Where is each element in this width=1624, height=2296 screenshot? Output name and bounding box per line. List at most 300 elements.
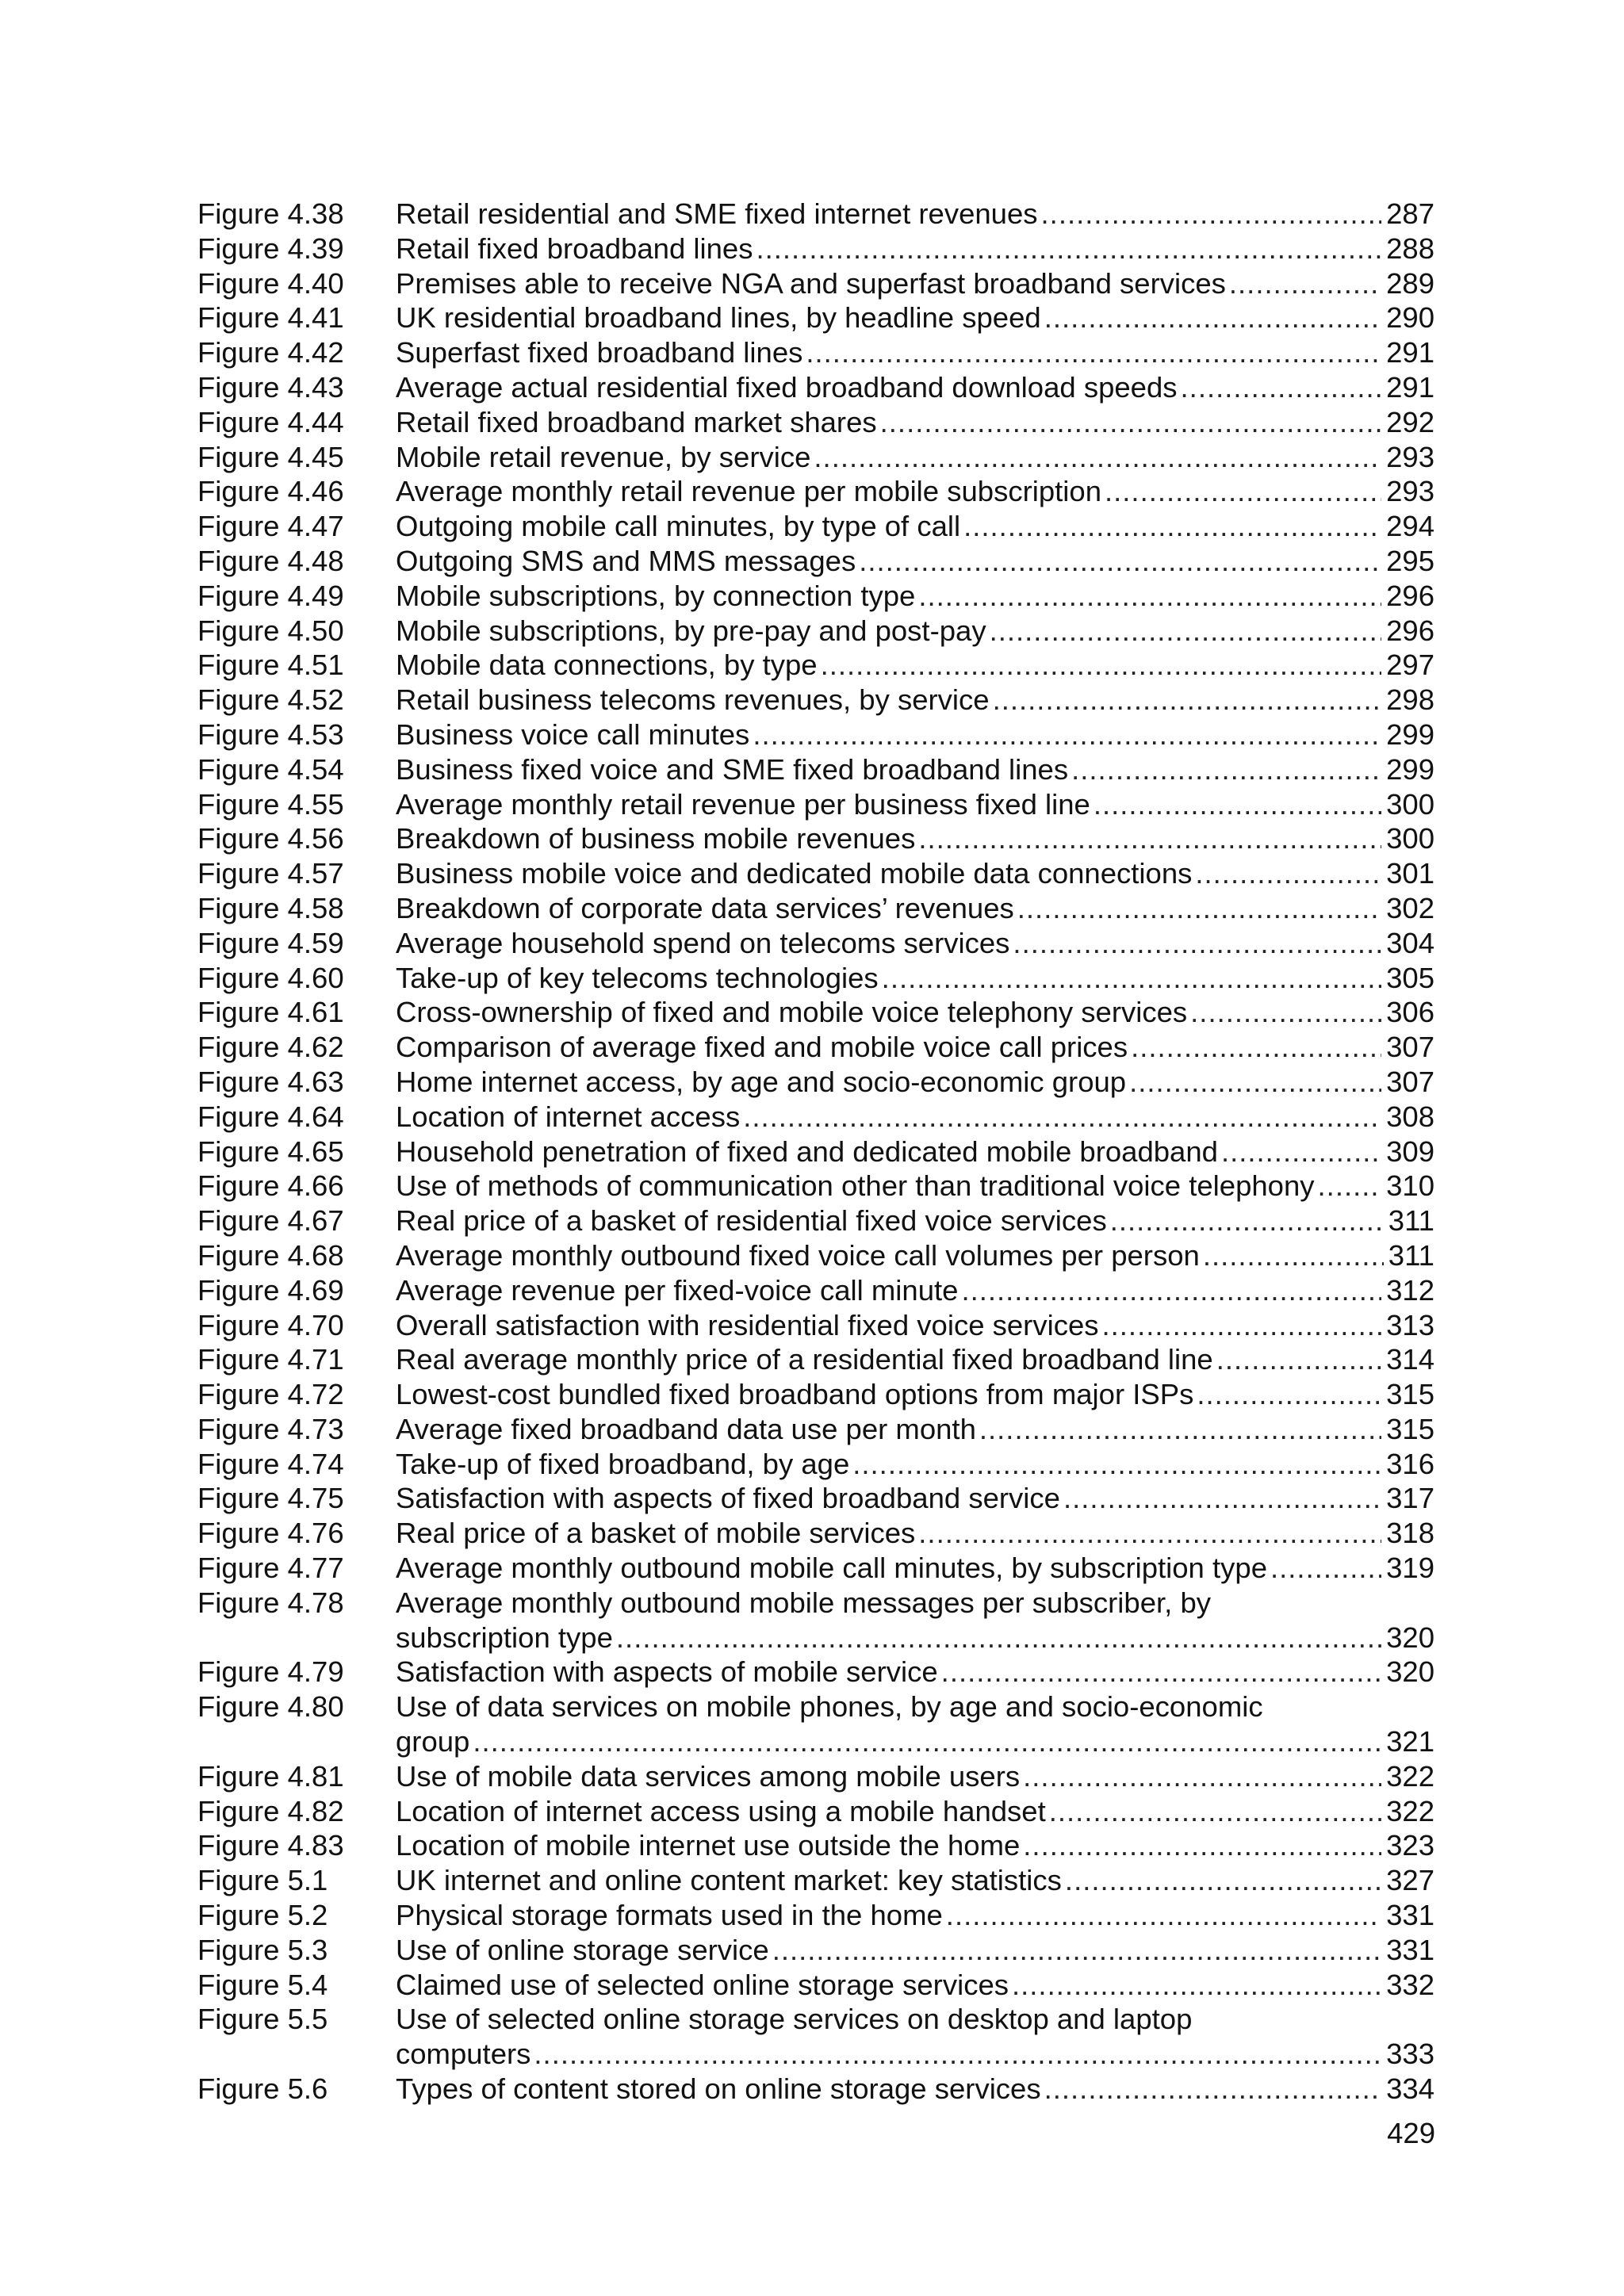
figure-label: Figure 4.62 [197, 1031, 344, 1064]
toc-entry[interactable] [197, 2072, 1434, 2107]
figure-title: Average monthly retail revenue per business fixed line [396, 787, 1090, 821]
entry-body [396, 197, 1434, 232]
figure-title: Business fixed voice and SME fixed broadband lines [396, 752, 1069, 786]
figure-label: Figure 4.41 [197, 301, 344, 335]
page-reference: 314 [1386, 1343, 1434, 1376]
toc-entry[interactable] [197, 752, 1434, 787]
page-reference: 304 [1386, 926, 1434, 959]
toc-entry[interactable] [197, 1516, 1434, 1551]
figure-title: Mobile subscriptions, by connection type [396, 579, 916, 612]
figure-label: Figure 4.63 [197, 1065, 344, 1098]
dot-leader [1065, 1863, 1381, 1898]
figure-title: Outgoing SMS and MMS messages [396, 544, 856, 577]
dot-leader [821, 648, 1381, 683]
figure-label: Figure 4.59 [197, 926, 344, 959]
toc-entry[interactable] [197, 821, 1434, 856]
figure-label: Figure 4.55 [197, 787, 344, 821]
figure-title: Mobile subscriptions, by pre-pay and post-pay [396, 614, 986, 647]
figure-label: Figure 4.39 [197, 232, 344, 265]
page-reference: 311 [1388, 1204, 1434, 1238]
dot-leader [1071, 752, 1381, 787]
toc-entry[interactable] [197, 266, 1434, 301]
toc-entry[interactable] [197, 961, 1434, 996]
figure-label: Figure 4.48 [197, 544, 344, 577]
figure-title: Real price of a basket of mobile services [396, 1517, 916, 1550]
toc-entry[interactable] [197, 1065, 1434, 1100]
figure-label: Figure 4.72 [197, 1378, 344, 1411]
figure-label: Figure 4.76 [197, 1517, 344, 1550]
toc-entry[interactable] [197, 1968, 1434, 2003]
toc-entry[interactable] [197, 1377, 1434, 1412]
page-reference: 305 [1386, 961, 1434, 994]
figure-title: Home internet access, by age and socio-economic group [396, 1065, 1127, 1098]
figure-title: Business voice call minutes [396, 718, 750, 751]
page-reference: 331 [1386, 1933, 1434, 1966]
dot-leader [1318, 1169, 1382, 1203]
figure-label: Figure 4.49 [197, 579, 344, 612]
toc-entry[interactable] [197, 648, 1434, 683]
entry-body [396, 1689, 1434, 1759]
figure-label: Figure 4.45 [197, 440, 344, 473]
figure-title-continuation: group [396, 1725, 470, 1758]
page-reference: 301 [1386, 857, 1434, 890]
dot-leader [1063, 1481, 1381, 1516]
figure-label: Figure 4.53 [197, 718, 344, 751]
page-reference: 307 [1386, 1031, 1434, 1064]
toc-entry[interactable] [197, 1586, 1434, 1655]
figure-label: Figure 4.81 [197, 1759, 344, 1793]
toc-entry[interactable] [197, 1100, 1434, 1135]
entry-body [396, 1655, 1434, 1689]
figure-title: UK residential broadband lines, by headline speed [396, 301, 1041, 335]
toc-entry[interactable] [197, 1689, 1434, 1759]
dot-leader [1195, 856, 1381, 891]
figure-label: Figure 4.69 [197, 1273, 344, 1307]
figure-title: Average actual residential fixed broadband download speeds [396, 370, 1178, 404]
dot-leader [1049, 1794, 1381, 1829]
figure-label: Figure 4.60 [197, 961, 344, 994]
dot-leader [859, 544, 1381, 579]
entry-body [396, 2002, 1434, 2072]
figure-label: Figure 5.5 [197, 2003, 328, 2036]
entry-body [396, 1968, 1434, 2003]
page-reference: 322 [1386, 1794, 1434, 1827]
toc-entry[interactable] [197, 856, 1434, 891]
figure-label: Figure 4.46 [197, 475, 344, 508]
toc-entry[interactable] [197, 1481, 1434, 1516]
entry-body [396, 891, 1434, 926]
dot-leader [1190, 995, 1381, 1030]
figure-label: Figure 4.50 [197, 614, 344, 647]
toc-entry[interactable] [197, 1412, 1434, 1447]
entry-body [396, 579, 1434, 614]
toc-entry[interactable] [197, 1238, 1434, 1273]
page-reference: 316 [1386, 1447, 1434, 1480]
dot-leader [880, 405, 1381, 440]
figure-title: Cross-ownership of fixed and mobile voice telephony services [396, 996, 1188, 1029]
dot-leader [1017, 891, 1381, 926]
figure-label: Figure 4.77 [197, 1552, 344, 1585]
toc-entry[interactable] [197, 1135, 1434, 1169]
toc-entry[interactable] [197, 1169, 1434, 1203]
figure-title: Average monthly outbound fixed voice call volumes per person [396, 1238, 1200, 1272]
page-reference: 296 [1386, 579, 1434, 612]
dot-leader [946, 1898, 1381, 1933]
figure-label: Figure 4.44 [197, 405, 344, 438]
entry-body [396, 1203, 1434, 1238]
toc-entry[interactable] [197, 891, 1434, 926]
figure-title: Average fixed broadband data use per month [396, 1412, 976, 1445]
page-reference: 318 [1386, 1517, 1434, 1550]
figure-label: Figure 4.40 [197, 266, 344, 300]
toc-entry[interactable] [197, 1863, 1434, 1898]
entry-body [396, 614, 1434, 649]
figure-label: Figure 4.64 [197, 1100, 344, 1133]
toc-entry[interactable] [197, 2002, 1434, 2072]
toc-entry[interactable] [197, 1828, 1434, 1863]
toc-entry[interactable] [197, 1030, 1434, 1065]
figure-title: Take-up of fixed broadband, by age [396, 1447, 850, 1480]
toc-entry[interactable] [197, 1342, 1434, 1377]
entry-body [396, 440, 1434, 475]
page-reference: 327 [1386, 1864, 1434, 1897]
figure-title: Physical storage formats used in the home [396, 1899, 943, 1932]
figure-label: Figure 4.70 [197, 1308, 344, 1341]
dot-leader [1131, 1030, 1381, 1065]
dot-leader [1129, 1065, 1381, 1100]
page-reference: 306 [1386, 996, 1434, 1029]
page-reference: 333 [1386, 2038, 1434, 2071]
figure-title: Breakdown of corporate data services’ revenues [396, 891, 1014, 924]
entry-body [396, 1447, 1434, 1482]
figure-label: Figure 4.54 [197, 752, 344, 786]
figure-title: Location of internet access [396, 1100, 741, 1133]
figure-label: Figure 4.82 [197, 1794, 344, 1827]
dot-leader [1094, 787, 1381, 822]
figure-title: Average monthly outbound mobile call minutes, by subscription type [396, 1552, 1267, 1585]
figure-title: Lowest-cost bundled fixed broadband options from major ISPs [396, 1378, 1194, 1411]
entry-body [396, 821, 1434, 856]
page-reference: 312 [1386, 1273, 1434, 1307]
figure-title: Retail fixed broadband lines [396, 232, 753, 265]
page-reference: 298 [1386, 683, 1434, 717]
dot-leader [1110, 1203, 1384, 1238]
toc-entry[interactable] [197, 1794, 1434, 1829]
figure-title: Use of selected online storage services on desktop and laptop [396, 2003, 1193, 2036]
figure-label: Figure 4.56 [197, 822, 344, 855]
toc-entry[interactable] [197, 614, 1434, 649]
dot-leader [1044, 300, 1381, 335]
entry-body [396, 1481, 1434, 1516]
entry-body [396, 1238, 1434, 1273]
page-reference: 296 [1386, 614, 1434, 647]
entry-body [396, 509, 1434, 544]
page-reference: 293 [1386, 440, 1434, 473]
entry-body [396, 926, 1434, 961]
entry-body [396, 1551, 1434, 1586]
entry-body [396, 232, 1434, 266]
figure-title: Premises able to receive NGA and superfast broadband services [396, 266, 1226, 300]
entry-body [396, 266, 1434, 301]
figure-title-continuation: subscription type [396, 1621, 613, 1654]
figure-title: Use of mobile data services among mobile users [396, 1759, 1021, 1793]
entry-body [396, 335, 1434, 370]
dot-leader [743, 1100, 1381, 1135]
page-reference: 334 [1386, 2072, 1434, 2106]
toc-entry[interactable] [197, 300, 1434, 335]
entry-body [396, 1030, 1434, 1065]
entry-body [396, 300, 1434, 335]
entry-body [396, 961, 1434, 996]
page-reference: 300 [1386, 787, 1434, 821]
figure-label: Figure 4.61 [197, 996, 344, 1029]
toc-entry[interactable] [197, 370, 1434, 405]
entry-body [396, 683, 1434, 718]
toc-entry[interactable] [197, 683, 1434, 718]
entry-body [396, 405, 1434, 440]
toc-entry[interactable] [197, 335, 1434, 370]
entry-body [396, 1169, 1434, 1203]
page-reference: 293 [1386, 475, 1434, 508]
toc-entry[interactable] [197, 1273, 1434, 1308]
toc-entry[interactable] [197, 1655, 1434, 1689]
toc-entry[interactable] [197, 1898, 1434, 1933]
entry-body [396, 1100, 1434, 1135]
page-reference: 317 [1386, 1482, 1434, 1515]
dot-leader [534, 2037, 1381, 2072]
toc-entry[interactable] [197, 1447, 1434, 1482]
dot-leader [918, 1516, 1381, 1551]
dot-leader [1203, 1238, 1384, 1273]
page-reference: 287 [1386, 197, 1434, 230]
entry-body [396, 1863, 1434, 1898]
dot-leader [1044, 2072, 1381, 2107]
figure-title: Real average monthly price of a residential fixed broadband line [396, 1343, 1213, 1376]
page-reference: 289 [1386, 266, 1434, 300]
figure-label: Figure 4.83 [197, 1829, 344, 1862]
page-reference: 322 [1386, 1759, 1434, 1793]
entry-body [396, 1342, 1434, 1377]
toc-entry[interactable] [197, 718, 1434, 752]
figure-label: Figure 4.71 [197, 1343, 344, 1376]
figure-label: Figure 4.51 [197, 649, 344, 682]
entry-body [396, 1759, 1434, 1794]
figure-label: Figure 4.42 [197, 336, 344, 369]
figure-label: Figure 5.2 [197, 1899, 328, 1932]
page-reference: 291 [1386, 336, 1434, 369]
figure-title: Use of data services on mobile phones, by age and socio-economic [396, 1690, 1263, 1724]
page-reference: 323 [1386, 1829, 1434, 1862]
toc-entry[interactable] [197, 544, 1434, 579]
figure-label: Figure 4.80 [197, 1690, 344, 1724]
figure-title: Household penetration of fixed and dedicated mobile broadband [396, 1135, 1218, 1168]
figure-label: Figure 4.66 [197, 1169, 344, 1203]
figure-label: Figure 4.73 [197, 1412, 344, 1445]
page-reference: 307 [1386, 1065, 1434, 1098]
dot-leader [1012, 1968, 1381, 2003]
figure-title: Average monthly outbound mobile messages per subscriber, by [396, 1586, 1211, 1619]
dot-leader [1270, 1551, 1381, 1586]
dot-leader [1229, 266, 1381, 301]
entry-body [396, 787, 1434, 822]
figure-title: Retail business telecoms revenues, by service [396, 683, 990, 717]
entry-body [396, 718, 1434, 752]
dot-leader [753, 718, 1381, 752]
entry-body [396, 370, 1434, 405]
figure-title: Overall satisfaction with residential fixed voice services [396, 1308, 1099, 1341]
page-reference: 321 [1386, 1725, 1434, 1758]
page-reference: 315 [1386, 1378, 1434, 1411]
entry-body [396, 648, 1434, 683]
figure-title: Retail fixed broadband market shares [396, 405, 877, 438]
dot-leader [1181, 370, 1382, 405]
dot-leader [1221, 1135, 1381, 1169]
entry-body [396, 474, 1434, 509]
figure-title: Mobile retail revenue, by service [396, 440, 811, 473]
page-reference: 310 [1386, 1169, 1434, 1203]
figure-title: Average monthly retail revenue per mobile subscription [396, 475, 1101, 508]
figure-title: Use of online storage service [396, 1933, 769, 1966]
figure-label: Figure 5.6 [197, 2072, 328, 2106]
figure-title: Business mobile voice and dedicated mobile data connections [396, 857, 1193, 890]
toc-entry[interactable] [197, 579, 1434, 614]
page-reference: 311 [1388, 1238, 1434, 1272]
entry-body [396, 1933, 1434, 1968]
dot-leader [1023, 1759, 1381, 1794]
toc-entry[interactable] [197, 787, 1434, 822]
toc-entry[interactable] [197, 1933, 1434, 1968]
entry-body [396, 1377, 1434, 1412]
entry-body [396, 1308, 1434, 1343]
toc-entry[interactable] [197, 474, 1434, 509]
figure-title: Outgoing mobile call minutes, by type of call [396, 510, 961, 543]
page-reference: 299 [1386, 718, 1434, 751]
entry-body [396, 1273, 1434, 1308]
page-reference: 297 [1386, 649, 1434, 682]
page-reference: 288 [1386, 232, 1434, 265]
figure-title: Types of content stored on online storage services [396, 2072, 1041, 2106]
figure-title: Claimed use of selected online storage services [396, 1968, 1009, 2001]
dot-leader [963, 509, 1381, 544]
toc-entry[interactable] [197, 1551, 1434, 1586]
dot-leader [1197, 1377, 1381, 1412]
page-reference: 292 [1386, 405, 1434, 438]
entry-body [396, 1412, 1434, 1447]
figure-title: Retail residential and SME fixed internet revenues [396, 197, 1038, 230]
page-reference: 313 [1386, 1308, 1434, 1341]
dot-leader [941, 1655, 1381, 1689]
entry-body [396, 1794, 1434, 1829]
page-reference: 315 [1386, 1412, 1434, 1445]
dot-leader [918, 821, 1381, 856]
figure-title: UK internet and online content market: key statistics [396, 1864, 1062, 1897]
dot-leader [806, 335, 1381, 370]
figure-title: Average household spend on telecoms services [396, 926, 1010, 959]
entry-body [396, 1898, 1434, 1933]
figure-title: Take-up of key telecoms technologies [396, 961, 879, 994]
entry-body [396, 995, 1434, 1030]
figure-label: Figure 4.47 [197, 510, 344, 543]
page-reference: 299 [1386, 752, 1434, 786]
page-reference: 320 [1386, 1655, 1434, 1689]
dot-leader [616, 1621, 1381, 1655]
page-reference: 332 [1386, 1968, 1434, 2001]
toc-entry[interactable] [197, 926, 1434, 961]
page-reference: 300 [1386, 822, 1434, 855]
list-of-figures [197, 197, 1434, 2107]
page-reference: 319 [1386, 1552, 1434, 1585]
entry-body [396, 856, 1434, 891]
figure-title: Comparison of average fixed and mobile voice call prices [396, 1031, 1128, 1064]
toc-entry[interactable] [197, 232, 1434, 266]
toc-entry[interactable] [197, 1759, 1434, 1794]
figure-label: Figure 4.68 [197, 1238, 344, 1272]
dot-leader [772, 1933, 1381, 1968]
toc-entry[interactable] [197, 995, 1434, 1030]
figure-title: Satisfaction with aspects of mobile service [396, 1655, 938, 1689]
dot-leader [1216, 1342, 1381, 1377]
figure-label: Figure 4.52 [197, 683, 344, 717]
dot-leader [1102, 1308, 1382, 1343]
figure-label: Figure 4.67 [197, 1204, 344, 1238]
figure-label: Figure 4.79 [197, 1655, 344, 1689]
figure-title-continuation: computers [396, 2038, 531, 2071]
entry-body [396, 1586, 1434, 1655]
dot-leader [990, 614, 1382, 649]
figure-title: Location of mobile internet use outside the home [396, 1829, 1021, 1862]
figure-title: Average revenue per fixed-voice call minute [396, 1273, 959, 1307]
dot-leader [979, 1412, 1381, 1447]
figure-label: Figure 4.43 [197, 370, 344, 404]
figure-label: Figure 4.75 [197, 1482, 344, 1515]
figure-title: Use of methods of communication other than traditional voice telephony [396, 1169, 1315, 1203]
dot-leader [882, 961, 1381, 996]
figure-title: Satisfaction with aspects of fixed broadband service [396, 1482, 1060, 1515]
page-reference: 331 [1386, 1899, 1434, 1932]
dot-leader [993, 683, 1382, 718]
dot-leader [1041, 197, 1382, 232]
figure-title: Real price of a basket of residential fixed voice services [396, 1204, 1107, 1238]
figure-title: Breakdown of business mobile revenues [396, 822, 916, 855]
dot-leader [961, 1273, 1381, 1308]
toc-entry[interactable] [197, 197, 1434, 232]
toc-entry[interactable] [197, 1308, 1434, 1343]
toc-entry[interactable] [197, 440, 1434, 475]
page-reference: 291 [1386, 370, 1434, 404]
figure-label: Figure 4.65 [197, 1135, 344, 1168]
toc-entry[interactable] [197, 509, 1434, 544]
entry-body [396, 1828, 1434, 1863]
toc-entry[interactable] [197, 405, 1434, 440]
toc-entry[interactable] [197, 1203, 1434, 1238]
page-reference: 320 [1386, 1621, 1434, 1654]
figure-label: Figure 4.58 [197, 891, 344, 924]
figure-label: Figure 5.1 [197, 1864, 328, 1897]
entry-body [396, 1065, 1434, 1100]
dot-leader [814, 440, 1381, 475]
page-reference: 290 [1386, 301, 1434, 335]
dot-leader [756, 232, 1381, 266]
entry-body [396, 752, 1434, 787]
entry-body [396, 2072, 1434, 2107]
dot-leader [473, 1724, 1381, 1759]
figure-label: Figure 4.57 [197, 857, 344, 890]
dot-leader [918, 579, 1381, 614]
figure-label: Figure 4.78 [197, 1586, 344, 1619]
page-reference: 302 [1386, 891, 1434, 924]
page-number: 429 [1387, 2117, 1435, 2149]
entry-body [396, 1516, 1434, 1551]
